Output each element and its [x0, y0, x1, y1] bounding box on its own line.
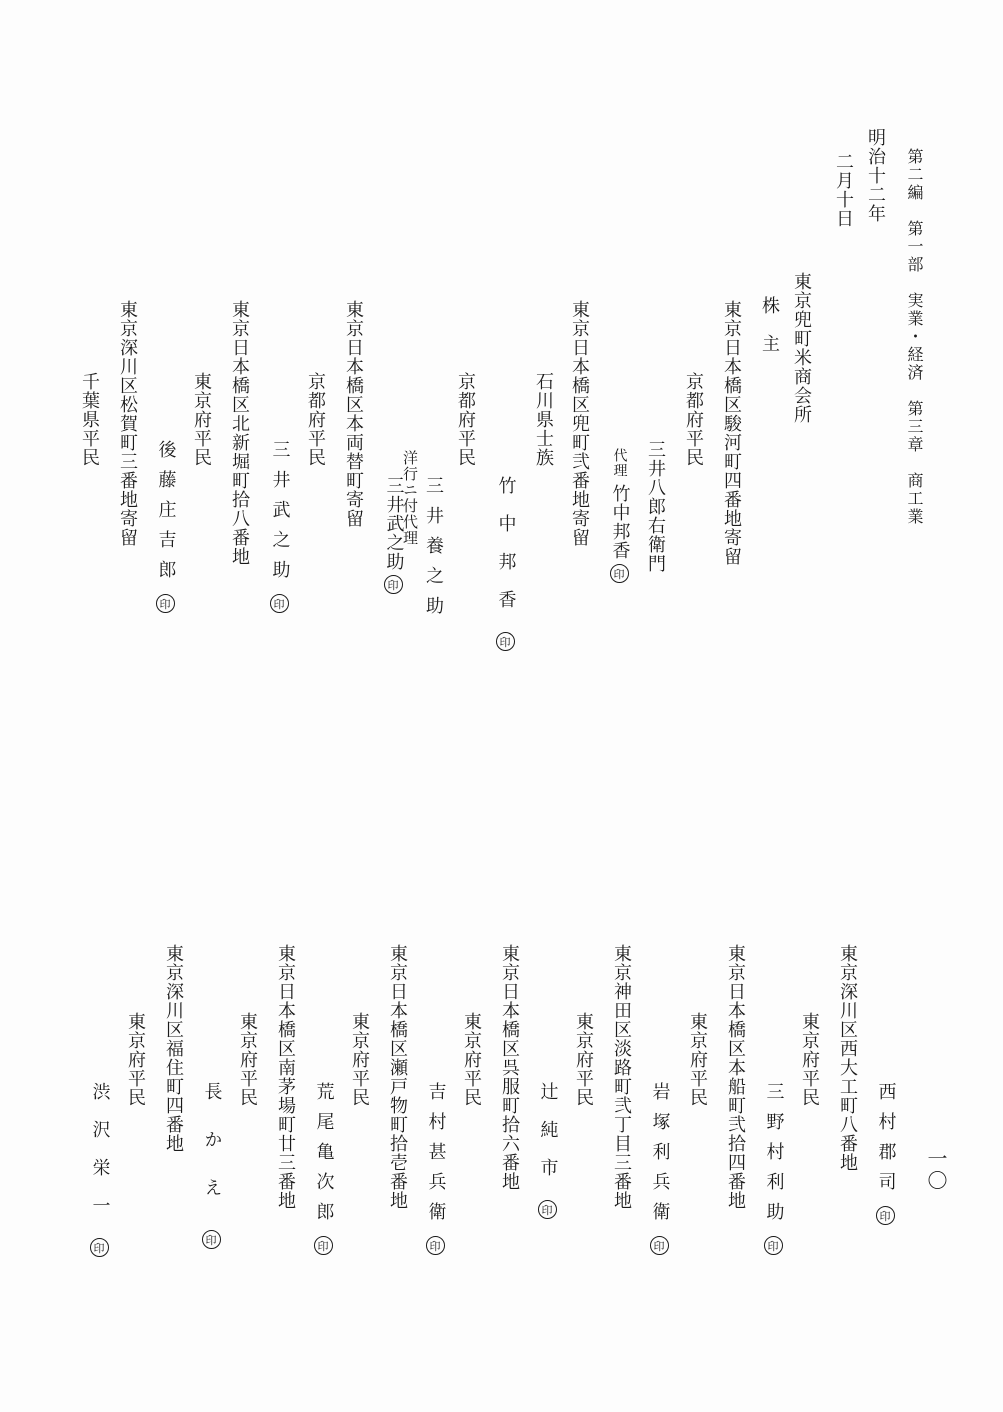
- entry-name-row: [538, 1082, 557, 1219]
- entry-class: 東京府平民: [237, 1012, 258, 1107]
- entry-address: 東京日本橋区呉服町拾六番地: [499, 944, 520, 1191]
- entry-class: 東京府平民: [687, 1012, 708, 1107]
- seal-icon: 印: [384, 575, 403, 594]
- entry-class: 東京府平民: [125, 1012, 146, 1107]
- seal-icon: 印: [156, 594, 175, 613]
- entry-name: 西村郡司: [875, 1082, 897, 1202]
- entry-class: 東京府平民: [461, 1012, 482, 1107]
- entry-name-row: [202, 1082, 221, 1249]
- page-number: 一〇: [924, 1148, 948, 1192]
- entry-name: 三野村利助: [763, 1082, 785, 1232]
- entry-class: 東京府平民: [191, 372, 212, 467]
- entry-class: 東京府平民: [799, 1012, 820, 1107]
- seal-icon: 印: [764, 1236, 783, 1255]
- seal-icon: 印: [426, 1236, 445, 1255]
- entry-address: 東京日本橋区駿河町四番地寄留: [721, 300, 742, 566]
- entry-name-row: [156, 440, 175, 613]
- entry-address: 東京神田区淡路町弐丁目三番地: [611, 944, 632, 1210]
- entry-class: 京都府平民: [455, 372, 476, 467]
- entry-name: 長かえ: [201, 1082, 223, 1226]
- entry-address: 東京深川区西大工町八番地: [837, 944, 858, 1172]
- entry-name: 三井武之助: [269, 440, 291, 590]
- institution-name: 東京兜町米商会所: [791, 272, 812, 424]
- entry-address: 東京深川区福住町四番地: [163, 944, 184, 1153]
- entry-name: 荒尾亀次郎: [313, 1082, 335, 1232]
- proxy-note: 洋行ニ付代理: [401, 450, 419, 546]
- entry-class: 東京府平民: [573, 1012, 594, 1107]
- seal-icon: 印: [270, 594, 289, 613]
- entry-address: 東京日本橋区兜町弐番地寄留: [569, 300, 590, 547]
- entry-name-row: [496, 476, 515, 651]
- seal-icon: 印: [202, 1230, 221, 1249]
- entry-address: 東京日本橋区北新堀町拾八番地: [229, 300, 250, 566]
- entry-address: 東京日本橋区瀬戸物町拾壱番地: [387, 944, 408, 1210]
- date-day: 二月十日: [833, 152, 854, 228]
- entry-address: 東京日本橋区南茅場町廿三番地: [275, 944, 296, 1210]
- entry-name: 三井八郎右衛門: [645, 440, 666, 573]
- entry-name-absent: [424, 476, 442, 626]
- seal-icon: 印: [650, 1236, 669, 1255]
- proxy-name: 竹中邦香: [609, 484, 631, 560]
- entry-address: 東京日本橋区本船町弐拾四番地: [725, 944, 746, 1210]
- entry-name: 三井養之助: [423, 476, 444, 626]
- entry-name: 渋沢栄一: [89, 1082, 111, 1234]
- entry-name-row: [876, 1082, 895, 1225]
- entry-name: 辻純市: [537, 1082, 559, 1196]
- entry-name-row: [426, 1082, 445, 1255]
- seal-icon: 印: [538, 1200, 557, 1219]
- entry-name-row: [764, 1082, 783, 1255]
- entry-name: 吉村甚兵衛: [425, 1082, 447, 1232]
- proxy-name: 三井武之助: [383, 476, 405, 571]
- entry-name: 岩塚利兵衛: [649, 1082, 671, 1232]
- entry-address: 東京日本橋区本両替町寄留: [343, 300, 364, 528]
- entry-name: 竹中邦香: [495, 476, 517, 628]
- entry-class: 京都府平民: [683, 372, 704, 467]
- shareholders-label: 株 主: [759, 296, 780, 353]
- entry-proxy: [384, 476, 403, 594]
- entry-address: 東京深川区松賀町三番地寄留: [117, 300, 138, 547]
- entry-class: 石川県士族: [533, 372, 554, 467]
- running-header: 第二編 第一部 実業・経済 第三章 商工業: [905, 148, 924, 526]
- date-era: 明治十二年: [865, 128, 886, 223]
- entry-proxy: [610, 448, 629, 583]
- proxy-label: 代理: [611, 448, 628, 478]
- seal-icon: 印: [610, 564, 629, 583]
- entry-class: 東京府平民: [349, 1012, 370, 1107]
- entry-name-row: [314, 1082, 333, 1255]
- entry-name-row: [650, 1082, 669, 1255]
- entry-name: 後藤庄吉郎: [155, 440, 177, 590]
- seal-icon: 印: [496, 632, 515, 651]
- seal-icon: 印: [876, 1206, 895, 1225]
- seal-icon: 印: [314, 1236, 333, 1255]
- entry-class: 京都府平民: [305, 372, 326, 467]
- entry-name-row: [90, 1082, 109, 1257]
- entry-name-row: [270, 440, 289, 613]
- seal-icon: 印: [90, 1238, 109, 1257]
- entry-class: 千葉県平民: [79, 372, 100, 467]
